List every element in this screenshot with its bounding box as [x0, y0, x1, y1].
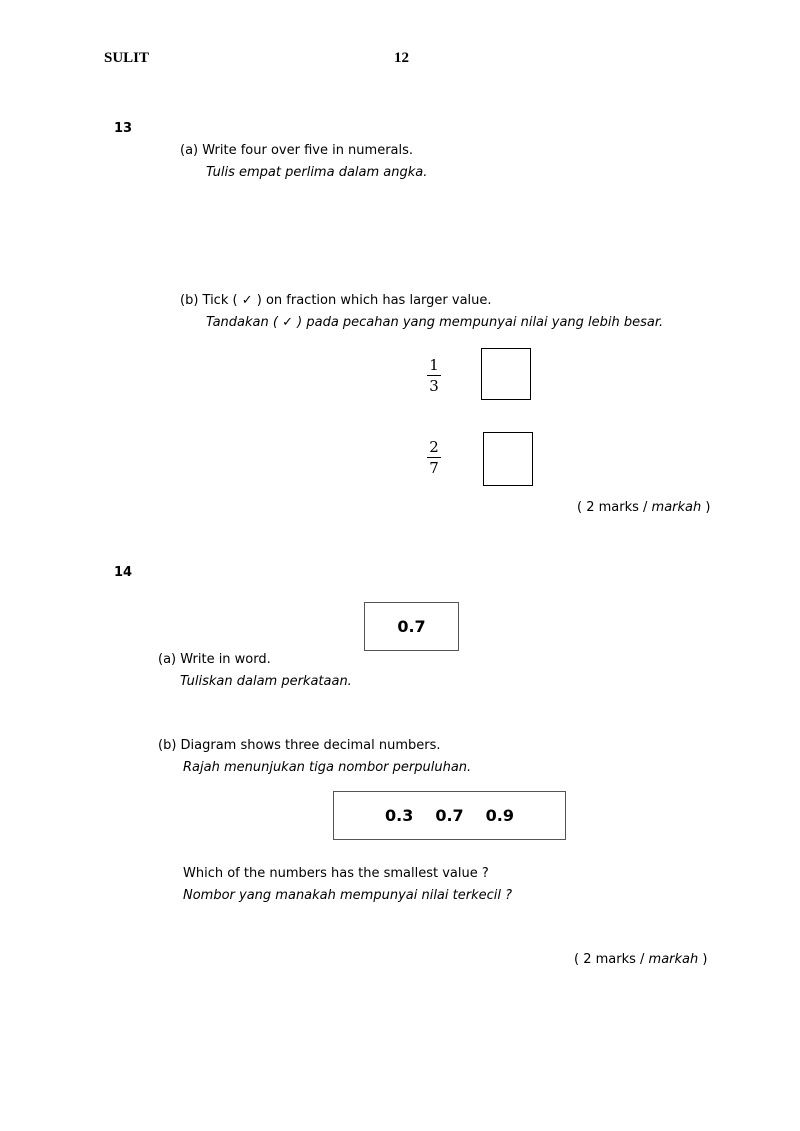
decimal-value: 0.7	[397, 617, 426, 636]
question-14-number: 14	[114, 565, 133, 580]
decimal-box	[364, 602, 459, 651]
marks-open: ( 2 marks /	[574, 952, 649, 967]
q13b-malay-prefix: Tandakan (	[206, 315, 278, 330]
q13b-malay-suffix: ) pada pecahan yang mempunyai nilai yang lebih besar.	[297, 315, 664, 330]
q14-question-malay: Nombor yang manakah mempunyai nilai terkecil ?	[183, 888, 513, 903]
fraction-denominator: 7	[429, 459, 439, 477]
decimal-item: 0.3	[384, 806, 414, 825]
q14b-english: (b) Diagram shows three decimal numbers.	[158, 738, 441, 753]
decimal-item: 0.9	[485, 806, 515, 825]
tick-icon: ✓	[282, 315, 293, 330]
fraction-denominator: 3	[429, 377, 439, 395]
decimal-item: 0.7	[435, 806, 464, 825]
marks-close: )	[698, 952, 708, 967]
q14a-malay: Tuliskan dalam perkataan.	[180, 674, 352, 689]
q14-marks	[574, 952, 707, 967]
q13a-malay: Tulis empat perlima dalam angka.	[206, 165, 428, 180]
page-number: 12	[394, 50, 409, 66]
fraction-bar	[427, 457, 441, 458]
header-sulit: SULIT	[104, 50, 150, 66]
q13b-english-prefix: (b) Tick (	[180, 293, 238, 308]
q13b-english	[180, 293, 492, 308]
marks-close: )	[701, 500, 711, 515]
fraction-numerator: 1	[429, 356, 439, 374]
q13a-english: (a) Write four over five in numerals.	[180, 143, 414, 158]
q14a-english: (a) Write in word.	[158, 652, 271, 667]
marks-italic: markah	[648, 952, 699, 967]
q14b-malay: Rajah menunjukan tiga nombor perpuluhan.	[183, 760, 472, 775]
tick-box-two-sevenths[interactable]	[483, 432, 533, 486]
decimals-box	[333, 791, 566, 840]
marks-open: ( 2 marks /	[577, 500, 652, 515]
fraction-two-sevenths	[425, 438, 443, 477]
fraction-one-third	[425, 356, 443, 395]
q14-question-english: Which of the numbers has the smallest value ?	[183, 866, 489, 881]
marks-italic: markah	[651, 500, 702, 515]
fraction-bar	[427, 375, 441, 376]
q13b-english-suffix: ) on fraction which has larger value.	[256, 293, 492, 308]
fraction-numerator: 2	[429, 438, 439, 456]
q13-marks	[577, 500, 710, 515]
tick-box-one-third[interactable]	[481, 348, 531, 400]
question-13-number: 13	[114, 121, 133, 136]
tick-icon: ✓	[241, 293, 253, 308]
q13b-malay	[206, 315, 663, 330]
